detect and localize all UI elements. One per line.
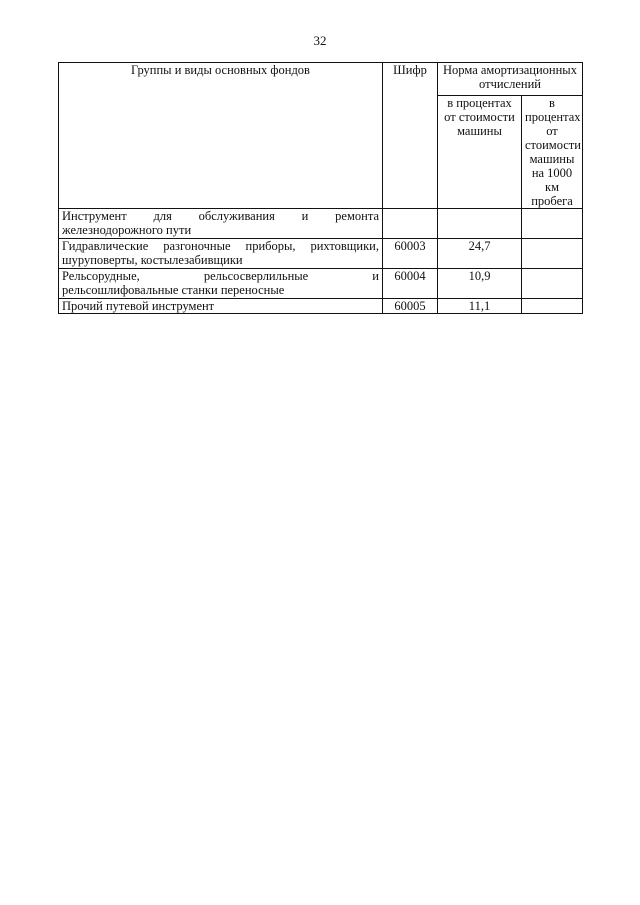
row-percent-of-cost: 10,9	[438, 269, 522, 299]
row-percent-per-1000km	[522, 209, 583, 239]
header-depreciation-norm: Норма амортизационных отчислений	[438, 63, 583, 96]
header-asset-groups: Группы и виды основных фондов	[59, 63, 383, 209]
row-percent-of-cost: 24,7	[438, 239, 522, 269]
row-code: 60005	[383, 299, 438, 314]
row-asset-name	[59, 209, 383, 239]
table-row	[59, 209, 583, 239]
row-code: 60003	[383, 239, 438, 269]
row-code	[383, 209, 438, 239]
row-asset-name	[59, 269, 383, 299]
table-row	[59, 239, 583, 269]
table-row	[59, 299, 583, 314]
header-code: Шифр	[383, 63, 438, 209]
row-asset-name-line: рельсошлифовальные станки переносные	[62, 283, 285, 297]
row-asset-name-line: шуруповерты, костылезабивщики	[62, 253, 243, 267]
row-percent-per-1000km	[522, 299, 583, 314]
row-asset-name-line: Инструмент для обслуживания и ремонта	[62, 209, 379, 223]
table-row	[59, 269, 583, 299]
row-asset-name	[59, 239, 383, 269]
row-asset-name-line: железнодорожного пути	[62, 223, 192, 237]
row-asset-name-line: Рельсорудные, рельсосверлильные и	[62, 269, 379, 283]
row-percent-of-cost	[438, 209, 522, 239]
page-number: 32	[313, 33, 327, 48]
row-asset-name-line: Прочий путевой инструмент	[62, 299, 215, 313]
header-percent-per-1000km: в процентах от стоимости машины на 1000 км пробега	[522, 96, 583, 209]
row-percent-per-1000km	[522, 269, 583, 299]
row-code: 60004	[383, 269, 438, 299]
depreciation-table	[58, 62, 583, 314]
header-percent-of-cost: в процентах от стоимости машины	[438, 96, 522, 209]
row-percent-per-1000km	[522, 239, 583, 269]
row-asset-name-line: Гидравлические разгоночные приборы, рихтовщики,	[62, 239, 379, 253]
row-asset-name	[59, 299, 383, 314]
row-percent-of-cost: 11,1	[438, 299, 522, 314]
